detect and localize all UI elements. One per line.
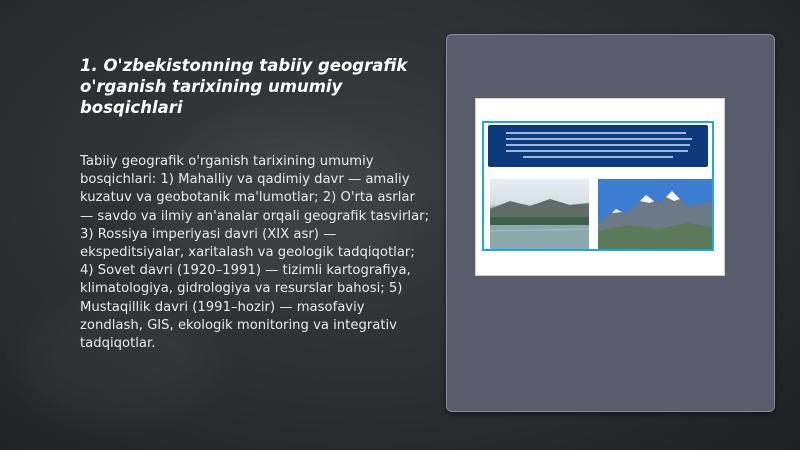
- banner-text-line: [506, 138, 692, 140]
- slide-title: 1. O'zbekistonning tabiiy geografik o'rganish tarixining umumiy bosqichlari: [80, 56, 408, 117]
- banner-text-line: [506, 150, 688, 152]
- embedded-slide-text-banner: [488, 125, 708, 167]
- banner-text-line: [506, 144, 690, 146]
- mountain-landscape-photo: [598, 179, 712, 249]
- embedded-slide-image: [475, 98, 725, 276]
- lake-landscape-photo: [490, 179, 589, 249]
- banner-text-line: [523, 156, 673, 158]
- slide-body-text: Tabiiy geografik o'rganish tarixining umumiy bosqichlari: 1) Mahalliy va qadimiy davr — amaliy kuzatuv va geobotanik ma'lumotlar; 2) O'rta asrlar — savdo va ilmiy an'analar orqali geografik tasvirlar; 3) Rossiya imperiyasi davri (XIX asr) — ekspeditsiyalar, xaritalash va geologik tadqiqotlar; 4) Sovet davri (1920–1991) — tizimli kartografiya, klimatologiya, gidrologiya va resurslar bahosi; 5) Mustaqillik davri (1991–hozir) — masofaviy zondlash, GIS, ekologik monitoring va integrativ tadqiqotlar.: [80, 154, 430, 352]
- banner-text-line: [506, 132, 686, 134]
- lake-landscape-illustration: [490, 179, 589, 249]
- mountain-landscape-illustration: [598, 179, 712, 249]
